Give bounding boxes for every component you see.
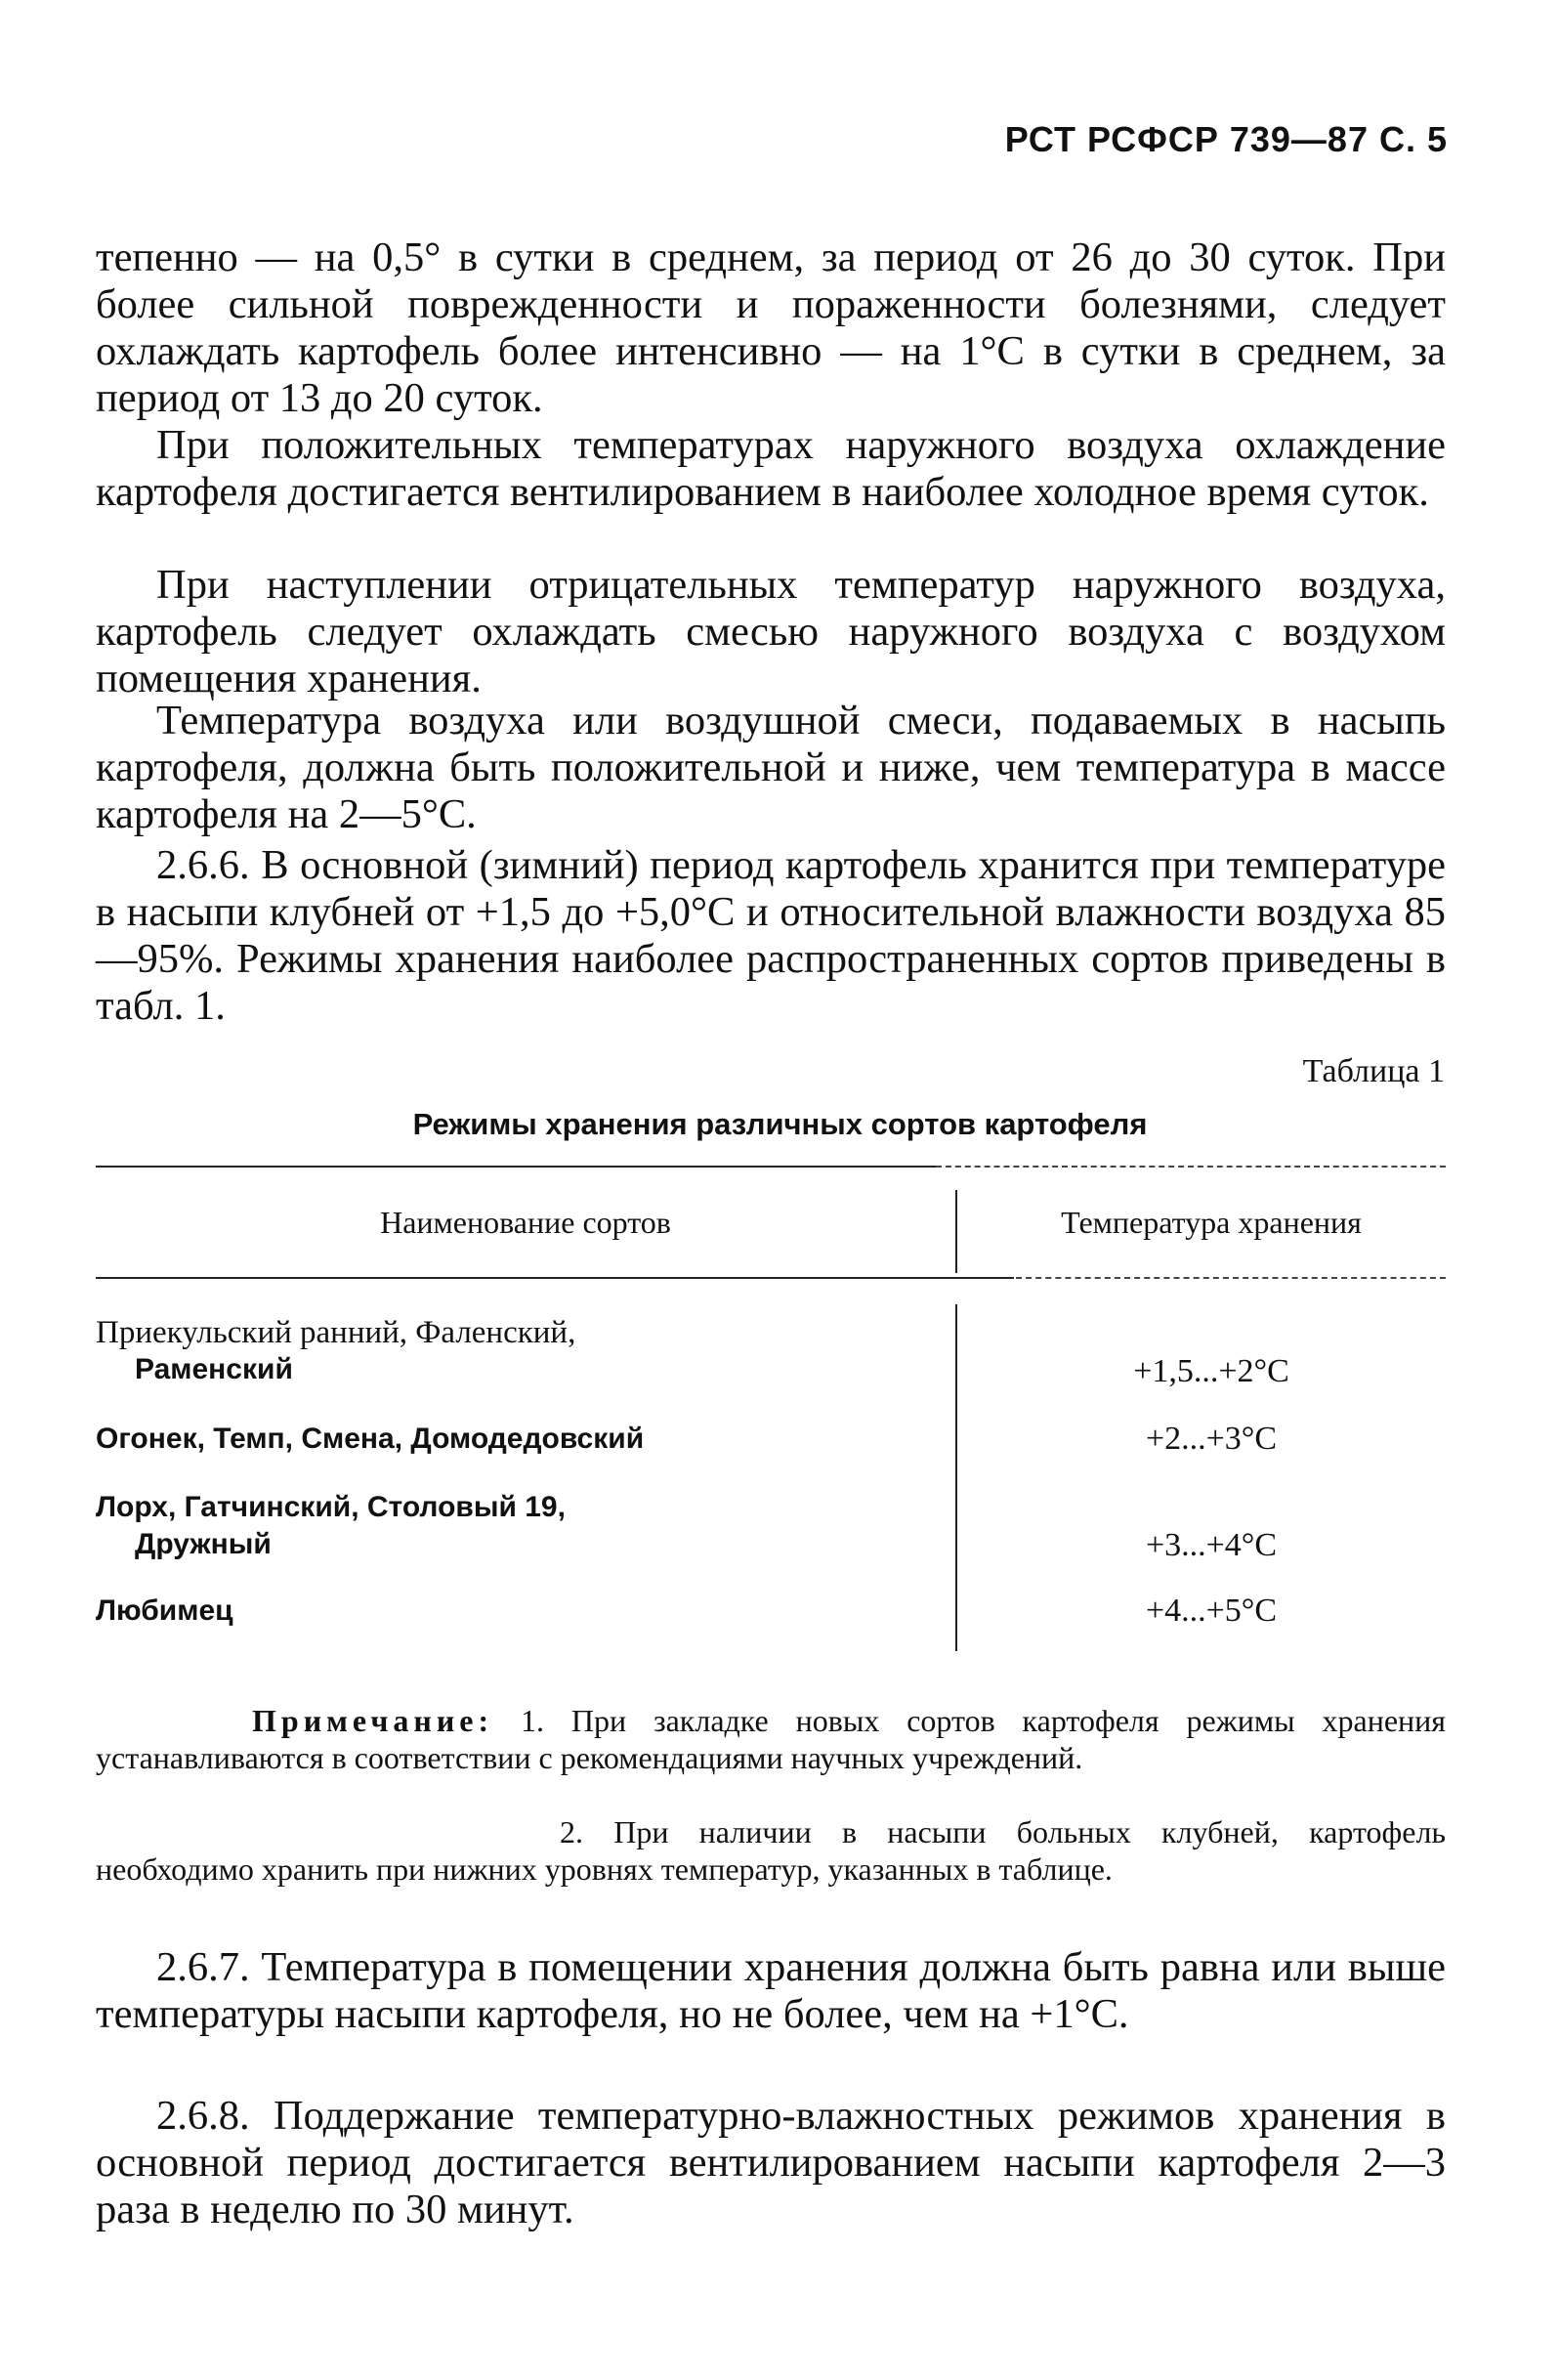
table-note-1	[96, 1702, 1446, 1776]
table-top-rule-dashed	[936, 1166, 1446, 1168]
table-top-rule	[96, 1166, 936, 1168]
table-header-rule-dashed	[1016, 1277, 1446, 1279]
table-row-4-name: Любимец	[96, 1594, 233, 1627]
table-row-3-name-line2: Дружный	[135, 1528, 272, 1560]
table-row-1-temp: +1,5...+2°С	[1133, 1353, 1289, 1389]
paragraph-1: тепенно — на 0,5° в сутки в среднем, за период от 26 до 30 суток. При более сильной поврежденности и пораженности болезнями, следует охлаждать картофель более интенсивно — на 1°С в сутки в среднем, за период от 13 до 20 суток.	[96, 234, 1446, 421]
table-note-2: 2. При наличии в насыпи больных клубней, картофель необходимо хранить при нижних уровнях температур, указанных в таблице.	[96, 1814, 1446, 1887]
table-row-2-name: Огонек, Темп, Смена, Домодедовский	[96, 1423, 645, 1455]
page-header: РСТ РСФСР 739—87 С. 5	[1004, 119, 1448, 159]
table-header-divider	[955, 1190, 957, 1273]
note-item-1: 1. При закладке новых сортов картофеля режимы хранения устанавливаются в соответствии с рекомендациями научных учреждений.	[96, 1703, 1447, 1775]
table-row-1-name-line1: Приекульский ранний, Фаленский,	[96, 1315, 576, 1350]
table-row-1-name-line2: Раменский	[135, 1353, 293, 1385]
table-title: Режимы хранения различных сортов картофеля	[412, 1107, 1148, 1141]
paragraph-5-section-2-6-6: 2.6.6. В основной (зимний) период картофель хранится при температуре в насыпи клубней от +1,5 до +5,0°С и относительной влажности воздуха 85—95%. Режимы хранения наиболее распространенных сортов приведены в табл. 1.	[96, 842, 1446, 1029]
table-row-2-temp: +2...+3°С	[1145, 1421, 1278, 1457]
paragraph-3: При наступлении отрицательных температур наружного воздуха, картофель следует охлаждать смесью наружного воздуха с воздухом помещения хранения.	[96, 562, 1446, 701]
paragraph-7-section-2-6-8: 2.6.8. Поддержание температурно-влажностных режимов хранения в основной период достигается вентилированием насыпи картофеля 2—3 раза в неделю по 30 минут.	[96, 2093, 1446, 2232]
table-header-name: Наименование сортов	[380, 1205, 671, 1240]
table-body-divider	[955, 1304, 957, 1651]
table-caption: Таблица 1	[1302, 1053, 1445, 1089]
paragraph-2: При положительных температурах наружного воздуха охлаждение картофеля достигается вентилированием в наиболее холодное время суток.	[96, 422, 1446, 515]
paragraph-4: Температура воздуха или воздушной смеси, подаваемых в насыпь картофеля, должна быть положительной и ниже, чем температура в массе картофеля на 2—5°С.	[96, 698, 1446, 837]
table-header-rule	[96, 1277, 1014, 1279]
table-header-temp: Температура хранения	[1061, 1205, 1362, 1240]
table-row-3-name-line1: Лорх, Гатчинский, Столовый 19,	[96, 1491, 566, 1523]
table-row-3-name	[96, 1488, 955, 1563]
table-row-4-temp: +4...+5°С	[1145, 1593, 1278, 1629]
table-row-1-name	[96, 1314, 955, 1388]
paragraph-6-section-2-6-7: 2.6.7. Температура в помещении хранения должна быть равна или выше температуры насыпи картофеля, но не более, чем на +1°С.	[96, 1944, 1446, 2037]
note-label: Примечание:	[252, 1703, 494, 1738]
table-row-3-temp: +3...+4°С	[1145, 1527, 1278, 1563]
